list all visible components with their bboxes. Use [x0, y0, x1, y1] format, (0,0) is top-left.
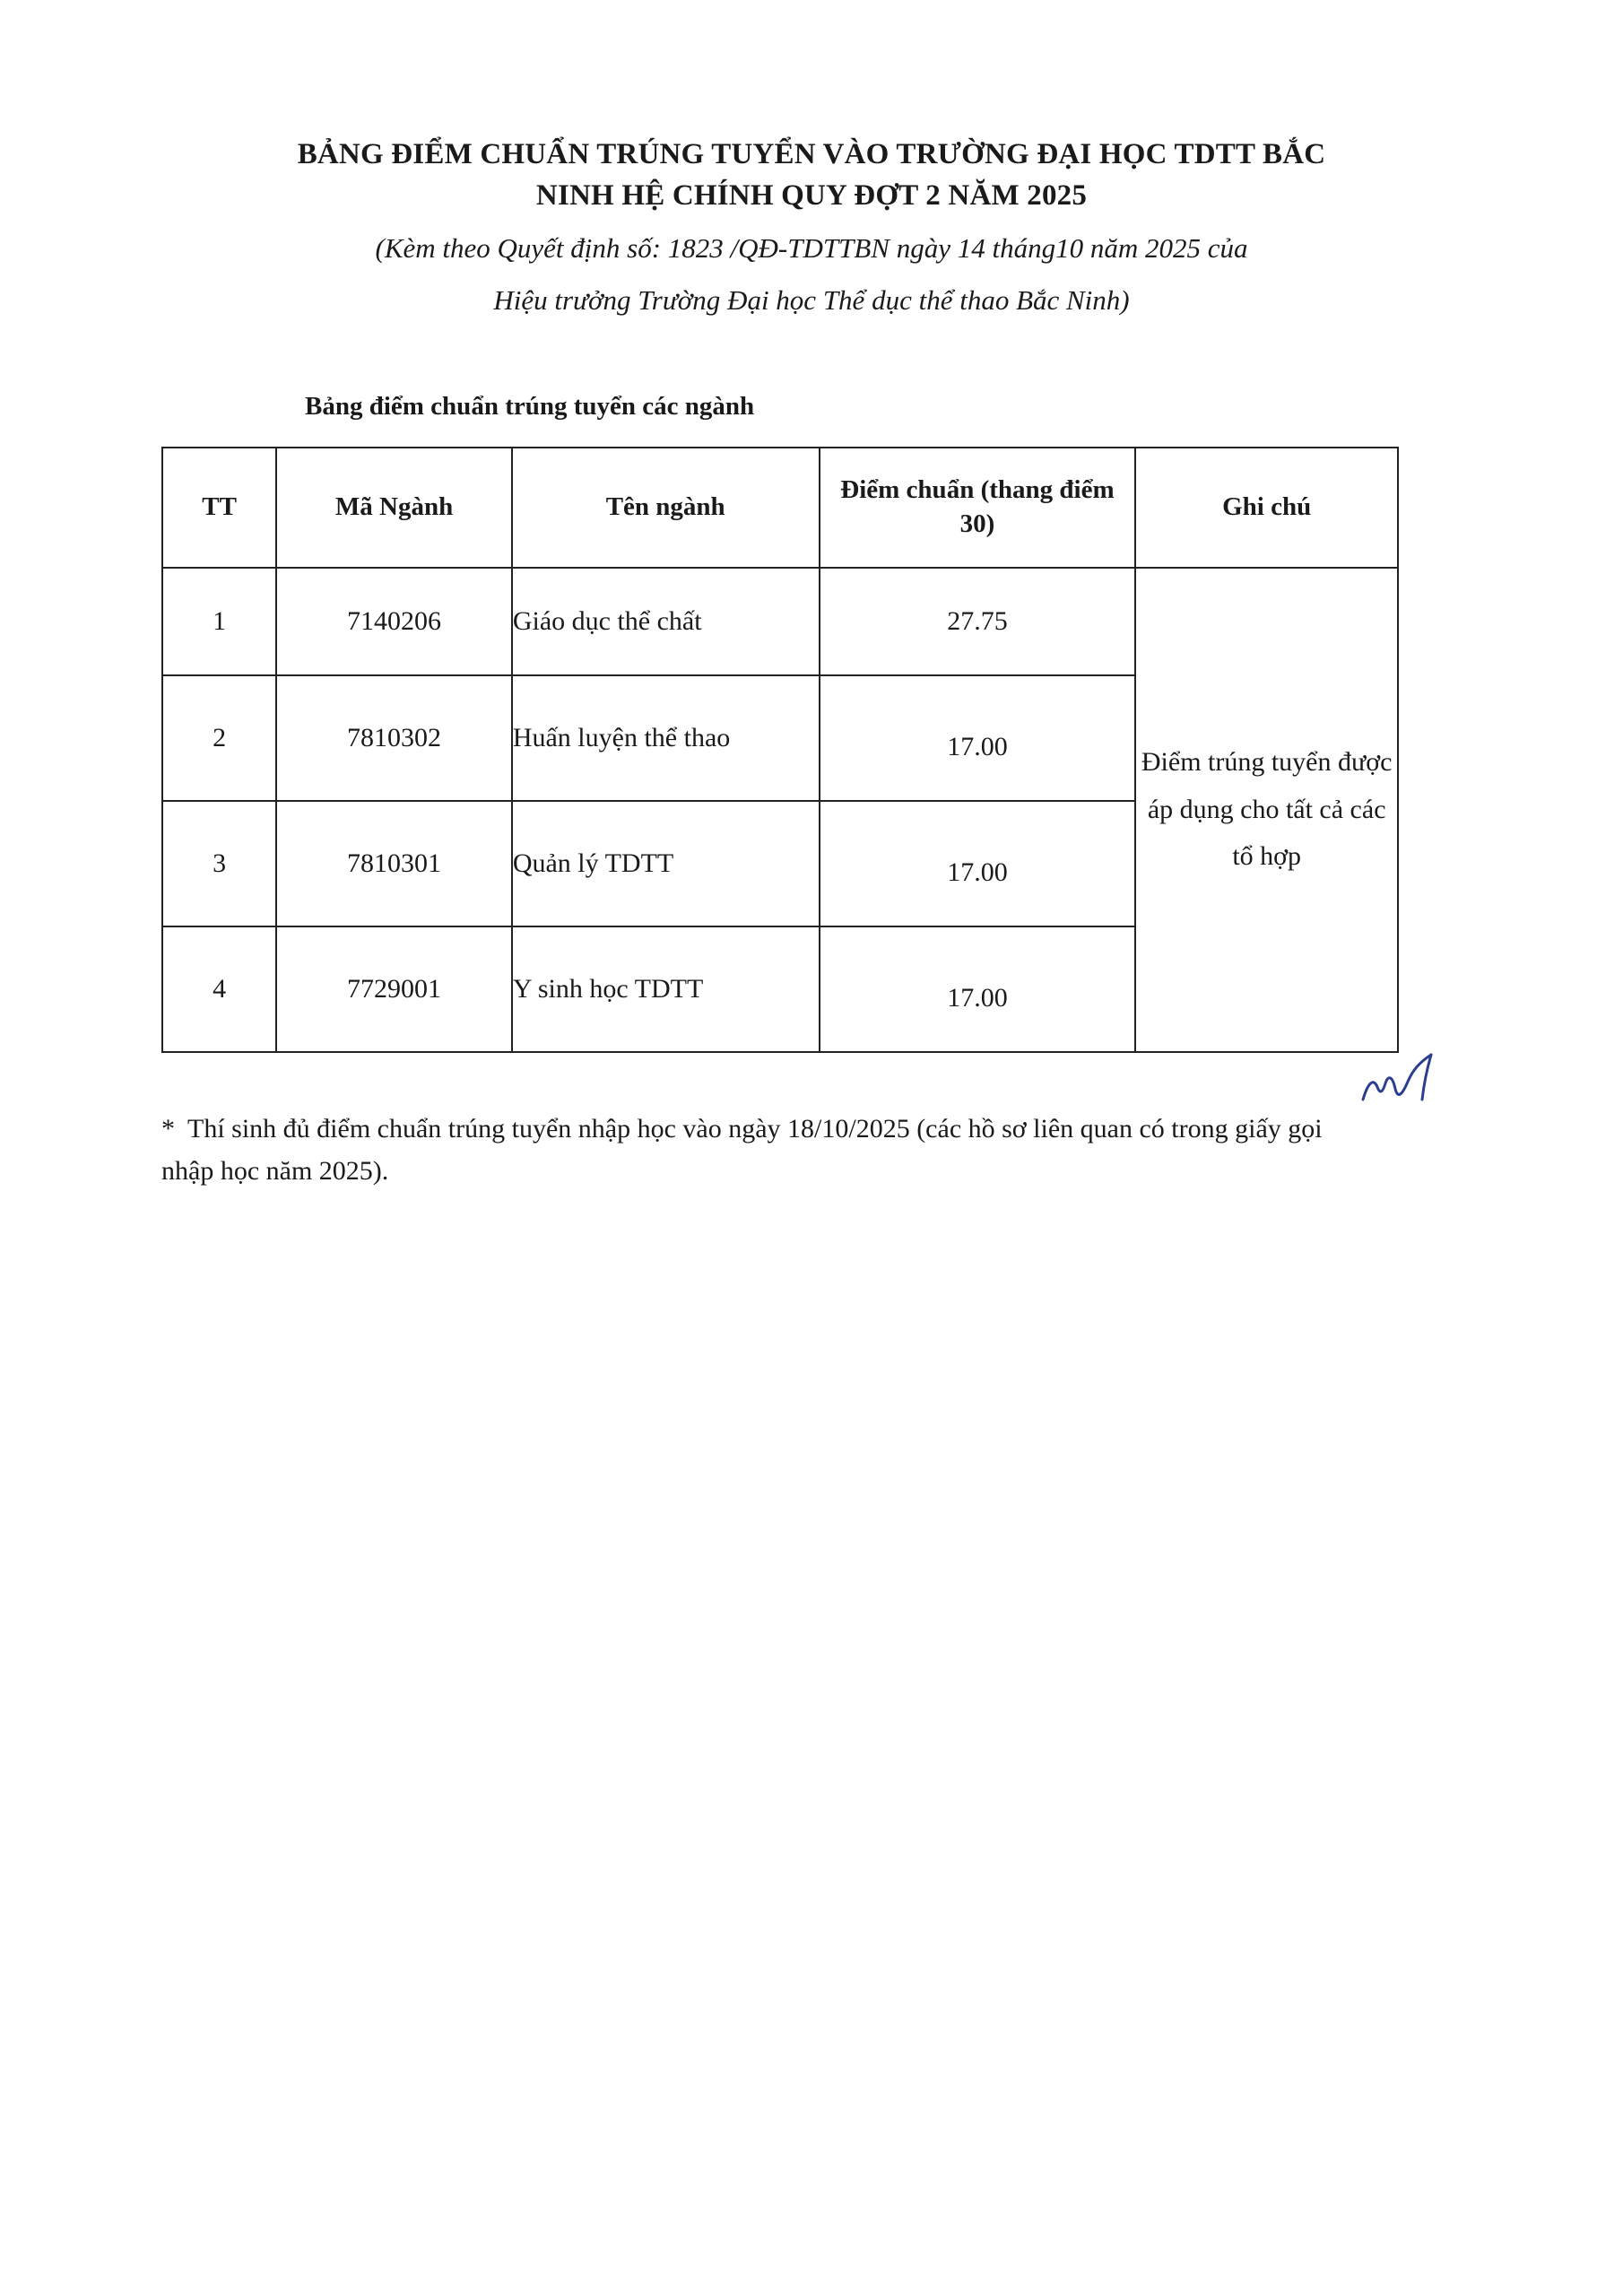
table-header-row	[162, 448, 1398, 568]
cell-major-code: 7140206	[276, 568, 512, 675]
document-title	[121, 135, 1502, 216]
cell-tt: 2	[162, 675, 276, 801]
cell-tt: 1	[162, 568, 276, 675]
cell-score: 27.75	[820, 568, 1136, 675]
cell-score: 17.00	[820, 926, 1136, 1052]
cell-score: 17.00	[820, 801, 1136, 926]
cell-score: 17.00	[820, 675, 1136, 801]
document-title-line-2: NINH HỆ CHÍNH QUY ĐỢT 2 NĂM 2025	[535, 178, 1088, 212]
cell-note-merged: Điểm trúng tuyển được áp dụng cho tất cả các tổ hợp	[1135, 568, 1398, 1052]
column-header-tt: TT	[162, 448, 276, 568]
table-row	[162, 568, 1398, 675]
cell-major-name: Huấn luyện thể thao	[512, 675, 820, 801]
cell-tt: 4	[162, 926, 276, 1052]
document-subtitle-line-1: (Kèm theo Quyết định số: 1823 /QĐ-TDTTBN ngày 14 tháng10 năm 2025 của	[375, 232, 1248, 265]
document-title-line-1: BẢNG ĐIỂM CHUẨN TRÚNG TUYỂN VÀO TRƯỜNG ĐẠI HỌC TDTT BẮC	[297, 138, 1326, 170]
column-header-note: Ghi chú	[1135, 448, 1398, 568]
document-subtitle-line-2: Hiệu trưởng Trường Đại học Thể dục thể thao Bắc Ninh)	[493, 284, 1130, 317]
admission-scores-table	[161, 447, 1399, 1053]
cell-major-name: Y sinh học TDTT	[512, 926, 820, 1052]
footnote	[161, 1109, 1363, 1192]
section-heading: Bảng điểm chuẩn trúng tuyển các ngành	[305, 392, 755, 422]
cell-tt: 3	[162, 801, 276, 926]
handwritten-signature-icon	[1356, 1048, 1463, 1110]
cell-major-name: Quản lý TDTT	[512, 801, 820, 926]
cell-major-code: 7810302	[276, 675, 512, 801]
column-header-major-code: Mã Ngành	[276, 448, 512, 568]
footnote-text: Thí sinh đủ điểm chuẩn trúng tuyển nhập học vào ngày 18/10/2025 (các hồ sơ liên quan có trong giấy gọi nhập học năm 2025).	[161, 1114, 1323, 1186]
footnote-star: *	[161, 1114, 175, 1144]
column-header-score: Điểm chuẩn (thang điểm 30)	[820, 448, 1136, 568]
cell-major-name: Giáo dục thể chất	[512, 568, 820, 675]
cell-major-code: 7810301	[276, 801, 512, 926]
document-subtitle	[121, 229, 1502, 320]
column-header-major-name: Tên ngành	[512, 448, 820, 568]
cell-major-code: 7729001	[276, 926, 512, 1052]
